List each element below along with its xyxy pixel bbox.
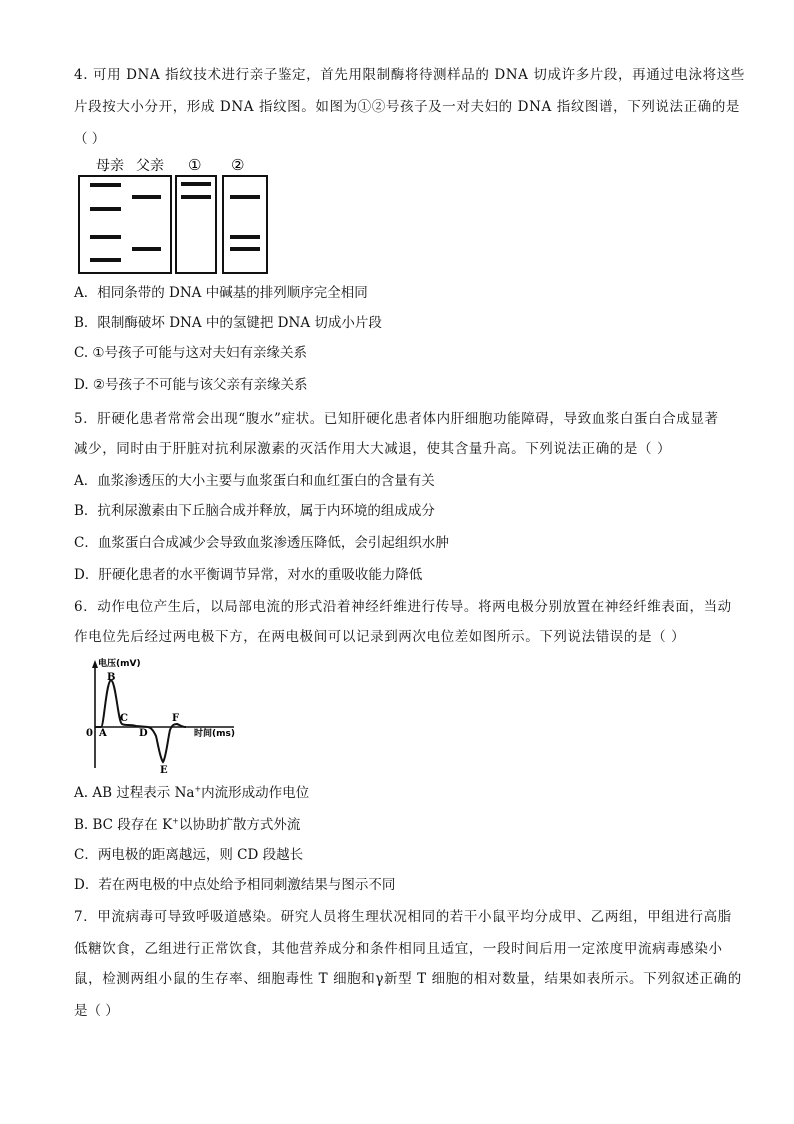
origin-label: 0 [86,728,93,739]
dna-fingerprint-figure [74,150,274,276]
q4-stem-line-1: 4. 可用 DNA 指纹技术进行亲子鉴定，首先用限制酶将待测样品的 DNA 切成许多片段，再通过电泳将这些 [74,67,745,83]
father-bands [132,195,161,251]
x-axis-label: 时间(ms) [194,729,235,739]
child-1-gel-lane-box [176,176,216,273]
q5-stem-line-1: 5．肝硬化患者常常会出现“腹水”症状。已知肝硬化患者体内肝细胞功能障碍，导致血浆白蛋白合成显著 [74,411,719,427]
child-1-bands [181,182,211,199]
mother-band [90,235,121,239]
q4-stem-line-2: 片段按大小分开，形成 DNA 指纹图。如图为①②号孩子及一对夫妇的 DNA 指纹图谱，下列说法正确的是 [74,99,741,115]
q6-option-a: A. AB 过程表示 Na+内流形成动作电位 [74,784,310,801]
child-2-bands [230,195,260,251]
q6-stem-line-1: 6．动作电位产生后，以局部电流的形式沿着神经纤维进行传导。将两电极分别放置在神经纤维表面，当动 [74,599,732,615]
child-2-band [230,235,260,239]
point-e-label: E [160,765,168,776]
mother-band [90,207,121,211]
q7-stem-line-4: 是（ ） [74,1003,119,1019]
father-band [132,247,161,251]
q7-stem-line-3: 鼠，检测两组小鼠的生存率、细胞毒性 T 细胞和γ新型 T 细胞的相对数量，结果如表所示。下列叙述正确的 [74,971,742,987]
mother-bands [90,183,121,262]
q6-option-b: B. BC 段存在 K+以协助扩散方式外流 [74,816,301,833]
q4-option-b: B．限制酶破坏 DNA 中的氢键把 DNA 切成小片段 [74,315,382,331]
point-a-label: A [99,728,107,739]
label-child-2: ② [231,156,245,174]
action-potential-graph [84,652,254,776]
q7-stem-line-2: 低糖饮食，乙组进行正常饮食，其他营养成分和条件相同且适宜，一段时间后用一定浓度甲流病毒感染小 [74,941,723,957]
label-father: 父亲 [136,158,164,174]
child-1-band [181,195,211,199]
q4-option-d: D. ②号孩子不可能与该父亲有亲缘关系 [74,377,308,393]
q5-stem-line-2: 减少，同时由于肝脏对抗利尿激素的灭活作用大大减退，使其含量升高。下列说法正确的是（ ） [74,441,672,457]
point-f-label: F [172,713,180,724]
q7-stem-line-1: 7．甲流病毒可导致呼吸道感染。研究人员将生理状况相同的若干小鼠平均分成甲、乙两组，甲组进行高脂 [74,909,732,925]
label-child-1: ① [188,156,202,174]
q6-option-c: C．两电极的距离越远，则 CD 段越长 [74,847,304,863]
point-c-label: C [120,713,128,724]
point-d-label: D [139,728,148,739]
child-1-band [181,182,211,186]
y-axis-label: 电压(mV) [98,659,141,669]
q5-option-d: D．肝硬化患者的水平衡调节异常，对水的重吸收能力降低 [74,567,423,583]
q5-option-b: B．抗利尿激素由下丘脑合成并释放，属于内环境的组成成分 [74,503,435,519]
q4-option-c: C. ①号孩子可能与这对夫妇有亲缘关系 [74,345,308,361]
mother-band [90,258,121,262]
mother-band [90,183,121,187]
father-band [132,195,161,199]
q5-option-a: A．血浆渗透压的大小主要与血浆蛋白和血红蛋白的含量有关 [74,473,435,489]
child-2-band [230,195,260,199]
q4-option-a: A．相同条带的 DNA 中碱基的排列顺序完全相同 [74,285,368,301]
child-2-band [230,247,260,251]
q6-stem-line-2: 作电位先后经过两电极下方，在两电极间可以记录到两次电位差如图所示。下列说法错误的是（ ） [74,629,686,645]
q5-option-c: C．血浆蛋白合成减少会导致血浆渗透压降低，会引起组织水肿 [74,535,449,551]
point-b-label: B [107,672,116,683]
q6-option-d: D．若在两电极的中点处给予相同刺激结果与图示不同 [74,877,396,893]
q4-answer-blank: （ ） [74,131,106,147]
label-mother: 母亲 [96,158,124,174]
child-2-gel-lane-box [223,176,267,273]
